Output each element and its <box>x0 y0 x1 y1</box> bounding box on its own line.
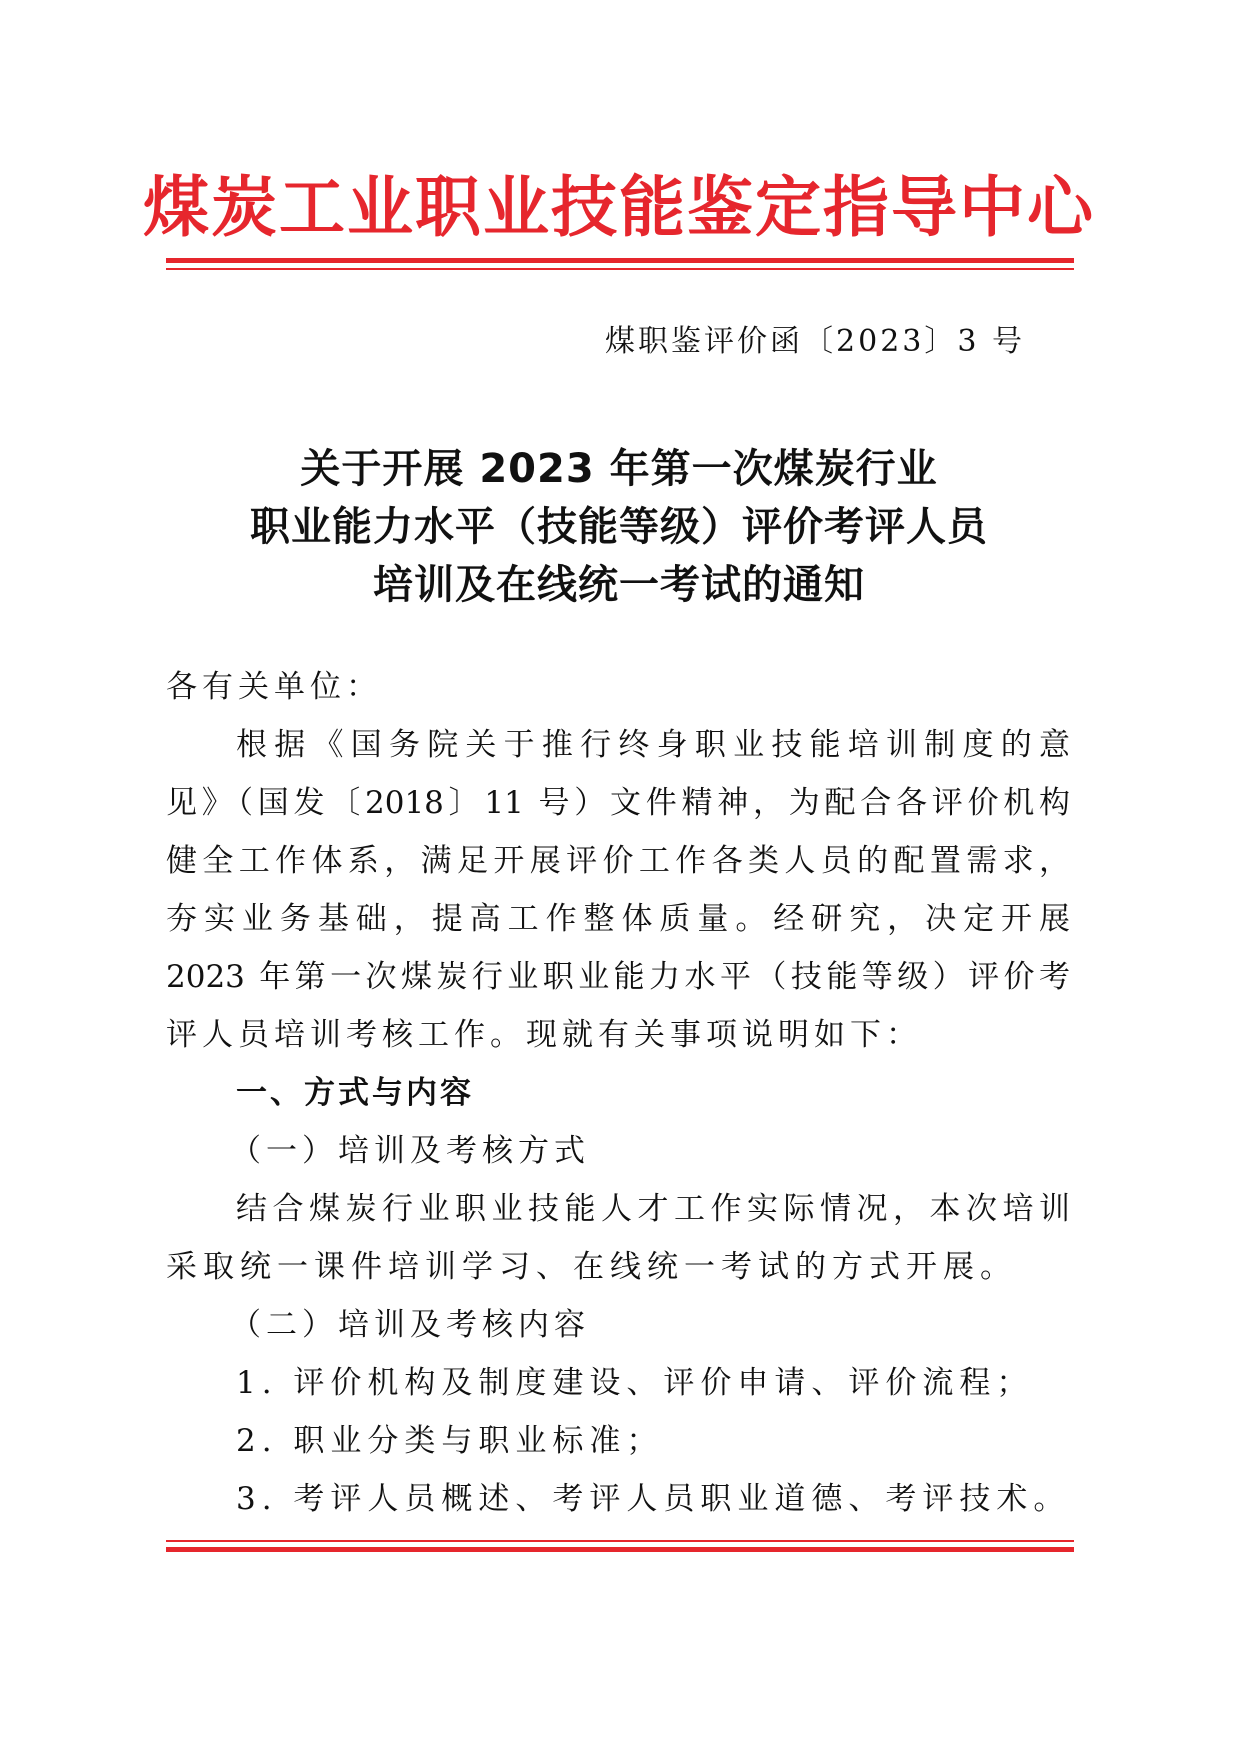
section-heading-1: 一、方式与内容 <box>236 1075 474 1111</box>
bottom-red-rule-thick <box>166 1547 1074 1552</box>
intro-line-5: 2023 年第一次煤炭行业职业能力水平（技能等级）评价考 <box>166 959 1070 995</box>
top-red-rule-thick <box>166 258 1074 263</box>
organization-masthead: 煤炭工业职业技能鉴定指导中心 <box>143 169 1095 246</box>
intro-line-1: 根据《国务院关于推行终身职业技能培训制度的意 <box>236 727 1070 763</box>
document-title-line-3: 培训及在线统一考试的通知 <box>373 562 865 608</box>
intro-line-2: 见》（国发〔2018〕11 号）文件精神，为配合各评价机构 <box>166 785 1070 821</box>
document-title-line-1: 关于开展 2023 年第一次煤炭行业 <box>300 446 938 492</box>
salutation: 各有关单位： <box>166 669 382 705</box>
top-red-rule-thin <box>166 268 1074 270</box>
subsection-1-line-2: 采取统一课件培训学习、在线统一考试的方式开展。 <box>166 1249 1017 1285</box>
bottom-red-rule-thin <box>166 1540 1074 1542</box>
intro-line-4: 夯实业务基础，提高工作整体质量。经研究，决定开展 <box>166 901 1070 937</box>
content-item-1: 1. 评价机构及制度建设、评价申请、评价流程； <box>236 1365 1034 1401</box>
document-reference-number: 煤职鉴评价函〔2023〕3 号 <box>605 324 1025 359</box>
subsection-1-line-1: 结合煤炭行业职业技能人才工作实际情况，本次培训 <box>236 1191 1070 1227</box>
subsection-heading-1: （一）培训及考核方式 <box>230 1133 590 1169</box>
intro-line-3: 健全工作体系，满足开展评价工作各类人员的配置需求， <box>166 843 1070 879</box>
intro-line-6: 评人员培训考核工作。现就有关事项说明如下： <box>166 1017 922 1053</box>
subsection-heading-2: （二）培训及考核内容 <box>230 1307 590 1343</box>
content-item-2: 2. 职业分类与职业标准； <box>236 1423 664 1459</box>
document-title-line-2: 职业能力水平（技能等级）评价考评人员 <box>250 504 988 550</box>
content-item-3: 3. 考评人员概述、考评人员职业道德、考评技术。 <box>236 1481 1071 1517</box>
